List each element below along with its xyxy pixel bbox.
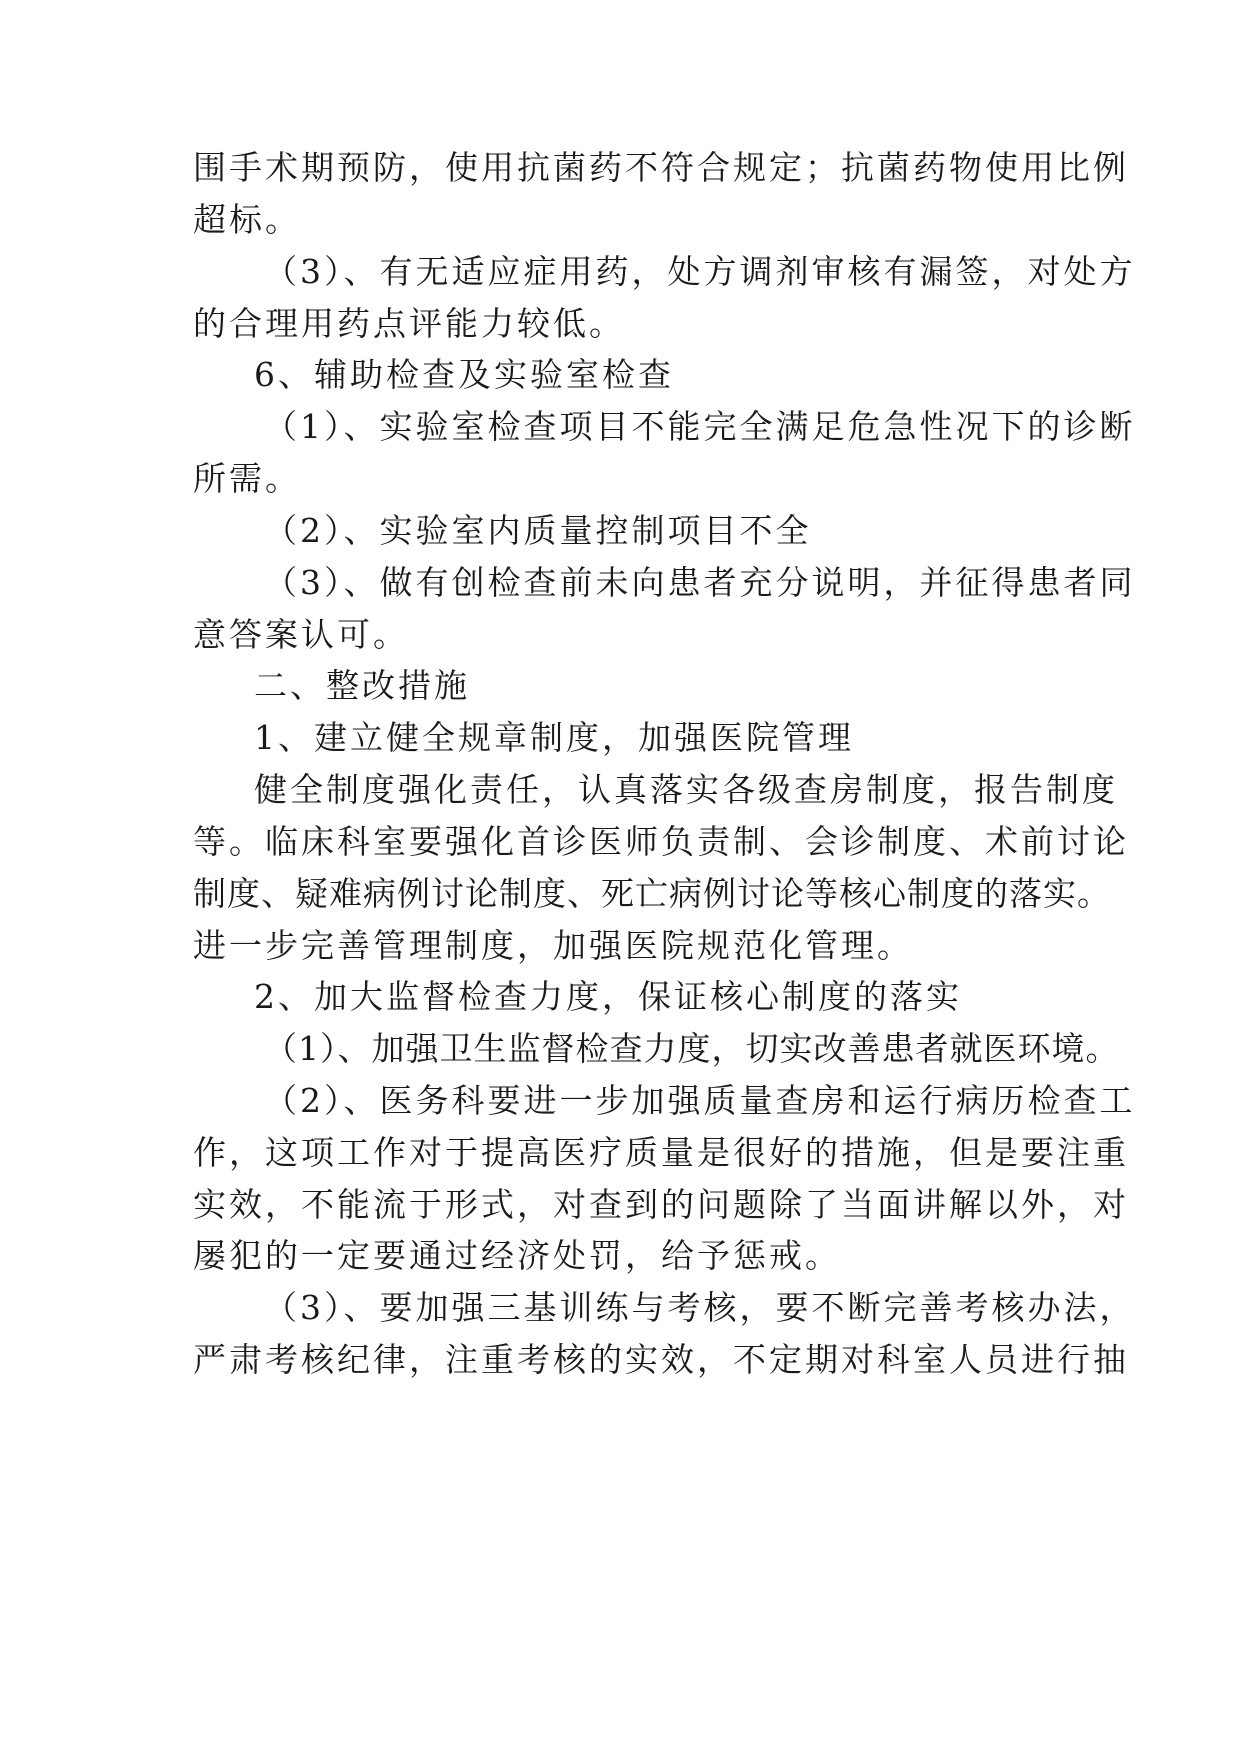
text-line: 意答案认可。 [193, 615, 409, 654]
text-line: 健全制度强化责任，认真落实各级查房制度，报告制度 [254, 770, 1118, 809]
text-line: 的合理用药点评能力较低。 [193, 304, 625, 343]
section-heading: 6、辅助检查及实验室检查 [254, 355, 674, 394]
text-line: 超标。 [193, 200, 301, 239]
text-line: 所需。 [193, 459, 301, 498]
text-line: 等。临床科室要强化首诊医师负责制、会诊制度、术前讨论 [193, 822, 1129, 861]
text-line: （3）、有无适应症用药，处方调剂审核有漏签，对处方 [264, 252, 1136, 291]
text-line: （2）、医务科要进一步加强质量查房和运行病历检查工 [264, 1081, 1136, 1120]
text-line: （3）、做有创检查前未向患者充分说明，并征得患者同 [264, 563, 1136, 602]
text-line: 实效，不能流于形式，对查到的问题除了当面讲解以外，对 [193, 1185, 1129, 1224]
section-heading: 1、建立健全规章制度，加强医院管理 [254, 718, 854, 757]
text-line: 屡犯的一定要通过经济处罚，给予惩戒。 [193, 1236, 841, 1275]
section-heading: 二、整改措施 [254, 666, 470, 705]
text-line: 围手术期预防，使用抗菌药不符合规定；抗菌药物使用比例 [193, 148, 1129, 187]
text-line: （3）、要加强三基训练与考核，要不断完善考核办法， [264, 1288, 1136, 1327]
text-line: （1）、加强卫生监督检查力度，切实改善患者就医环境。 [264, 1029, 1120, 1068]
text-line: 作，这项工作对于提高医疗质量是很好的措施，但是要注重 [193, 1133, 1129, 1172]
section-heading: 2、加大监督检查力度，保证核心制度的落实 [254, 977, 962, 1016]
text-line: （1）、实验室检查项目不能完全满足危急性况下的诊断 [264, 407, 1136, 446]
text-line: 制度、疑难病例讨论制度、死亡病例讨论等核心制度的落实。 [193, 874, 1111, 913]
text-line: 严肃考核纪律，注重考核的实效，不定期对科室人员进行抽 [193, 1340, 1129, 1379]
text-line: （2）、实验室内质量控制项目不全 [264, 511, 812, 550]
text-line: 进一步完善管理制度，加强医院规范化管理。 [193, 926, 913, 965]
